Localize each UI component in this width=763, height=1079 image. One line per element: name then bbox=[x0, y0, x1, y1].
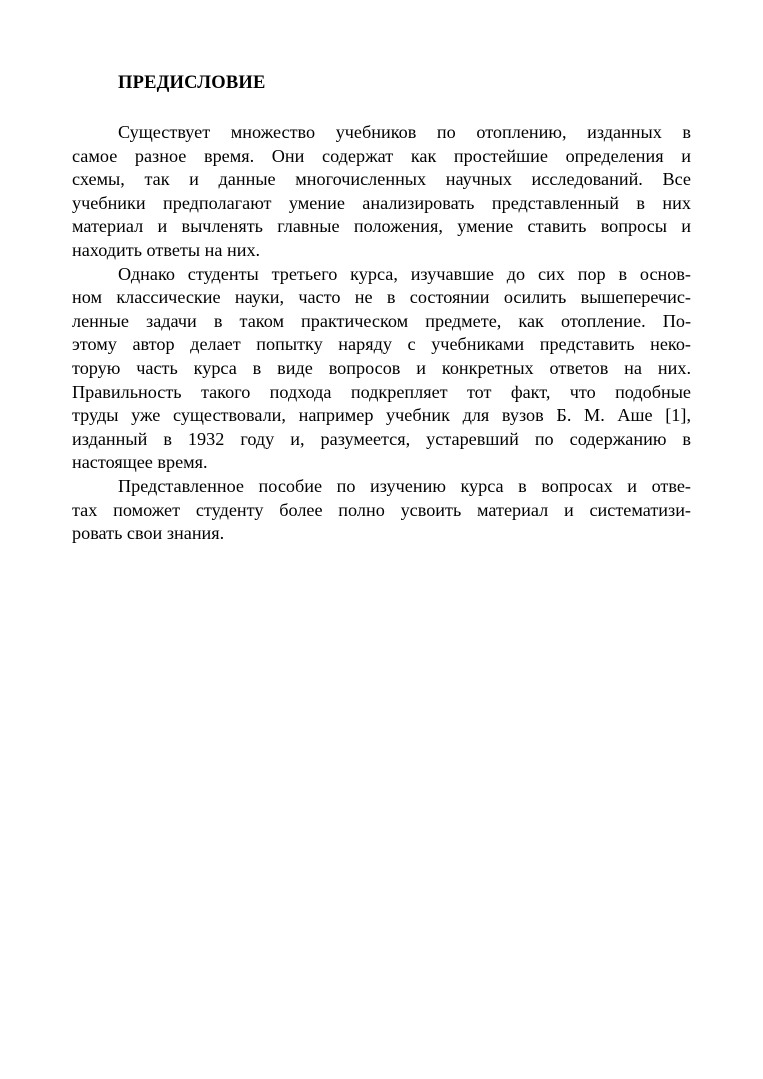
paragraph-1 bbox=[72, 121, 691, 263]
text-line: Представленное пособие по изучению курса в вопросах и отве- bbox=[118, 475, 691, 496]
text-line: находить ответы на них. bbox=[72, 239, 261, 260]
text-line: этому автор делает попытку наряду с учебниками представить неко- bbox=[72, 334, 691, 355]
text-line: самое разное время. Они содержат как простейшие определения и bbox=[72, 145, 691, 166]
text-line: ном классические науки, часто не в состоянии осилить вышеперечис- bbox=[72, 287, 691, 308]
paragraph-3 bbox=[72, 475, 691, 546]
text-line: изданный в 1932 году и, разумеется, устаревший по содержанию в bbox=[72, 428, 691, 449]
text-line: материал и вычленять главные положения, умение ставить вопросы и bbox=[72, 216, 691, 237]
text-line: торую часть курса в виде вопросов и конкретных ответов на них. bbox=[72, 357, 691, 378]
page-title: ПРЕДИСЛОВИЕ bbox=[118, 73, 266, 93]
text-line: Однако студенты третьего курса, изучавшие до сих пор в основ- bbox=[118, 263, 691, 284]
text-line: схемы, так и данные многочисленных научных исследований. Все bbox=[72, 169, 691, 190]
paragraph-2 bbox=[72, 263, 691, 475]
text-line: тах поможет студенту более полно усвоить материал и систематизи- bbox=[72, 499, 691, 520]
body-text bbox=[72, 121, 691, 546]
text-line: учебники предполагают умение анализировать представленный в них bbox=[72, 192, 691, 213]
text-line: Правильность такого подхода подкрепляет тот факт, что подобные bbox=[72, 381, 691, 402]
text-line: ровать свои знания. bbox=[72, 523, 225, 544]
text-line: Существует множество учебников по отоплению, изданных в bbox=[118, 122, 691, 142]
text-line: труды уже существовали, например учебник для вузов Б. М. Аше [1], bbox=[72, 405, 691, 426]
text-line: настоящее время. bbox=[72, 452, 208, 473]
text-line: ленные задачи в таком практическом предмете, как отопление. По- bbox=[72, 310, 691, 331]
